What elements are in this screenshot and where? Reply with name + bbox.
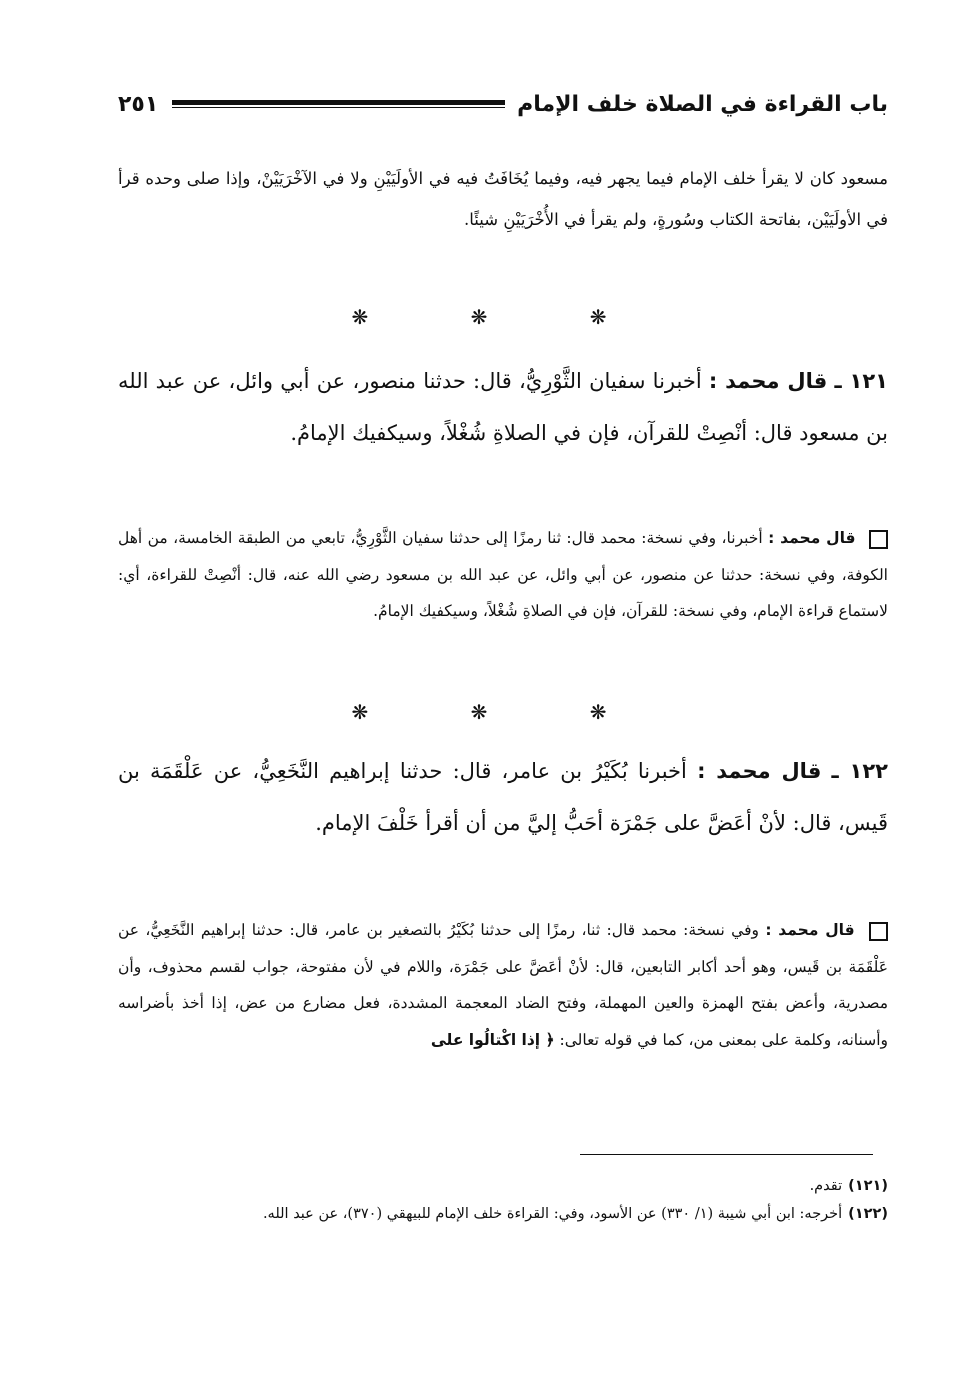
chapter-title: باب القراءة في الصلاة خلف الإمام bbox=[517, 91, 888, 117]
section-separator: ❋ ❋ ❋ bbox=[351, 305, 655, 329]
footnote-divider bbox=[580, 1154, 873, 1155]
commentary-text: وفي نسخة: محمد قال: ثنا، رمزًا إلى حدثنا بُكَيْرُ بالتصغير بن عامر، قال: حدثنا إبراهيم النَّخَعِيُّ، عن عَلْقَمَة بن قَيس، وهو أحد أكابر التابعين، قال: لأنْ أعَضَّ على جَمْرَة، واللام في لأن مفتوحة، جواب لقسم محذوف، وأن مصدرية، وأعض بفتح الهمزة والعين المهملة، وفتح الضاد المعجمة المشددة، فعل مضارع من عض، إذا أخذ بأضراسه وأسنانه، وكلمة على بمعنى من، كما في قوله تعالى: bbox=[118, 921, 888, 1049]
hadith-121 bbox=[118, 355, 888, 459]
footnote-122 bbox=[118, 1200, 888, 1228]
commentary-speaker: قال محمد : bbox=[768, 529, 856, 547]
page-number: ٢٥١ bbox=[118, 91, 159, 117]
hadith-number: ١٢١ ـ bbox=[834, 369, 888, 393]
footnote-number: (١٢٢) bbox=[848, 1206, 888, 1222]
commentary-box-icon bbox=[869, 530, 888, 549]
hadith-122 bbox=[118, 745, 888, 849]
opening-text: مسعود كان لا يقرأ خلف الإمام فيما يجهر فيه، وفيما يُخَافَتُ فيه في الأولَيَيْنِ ولا في الآخْرَيَيْنْ، وإذا صلى وحده قرأ في الأولَيَيْن، بفاتحة الكتاب وسُورةٍ، ولم يقرأ في الأُخْرَيَيْنِ شيئًا. bbox=[118, 169, 888, 229]
footnote-text: تقدم. bbox=[809, 1178, 843, 1194]
opening-paragraph bbox=[118, 158, 888, 240]
commentary-121 bbox=[118, 520, 888, 630]
hadith-number: ١٢٢ ـ bbox=[831, 759, 888, 783]
hadith-speaker: قال محمد : bbox=[708, 369, 828, 393]
commentary-122 bbox=[118, 912, 888, 1058]
hadith-speaker: قال محمد : bbox=[697, 759, 822, 783]
commentary-text: أخبرنا، وفي نسخة: محمد قال: ثنا رمزًا إلى حدثنا سفيان الثَّوْرِيُّ، تابعي من الطبقة الخامسة، من أهل الكوفة، وفي نسخة: حدثنا عن منصور، عن أبي وائل، عن عبد الله بن مسعود رضي الله عنه، قال: أنْصِتْ للقراءة، أي: لاستماع قراءة الإمام، وفي نسخة: للقرآن، فإن في الصلاةِ شُغْلاً، وسيكفيك الإمامُ. bbox=[118, 529, 888, 620]
hadith-text: أخبرنا سفيان الثَّوْرِيُّ، قال: حدثنا منصور، عن أبي وائل، عن عبد الله بن مسعود قال: أنْصِتْ للقرآن، فإن في الصلاةِ شُغْلاً، وسيكفيك الإمامُ. bbox=[118, 369, 888, 445]
running-header bbox=[118, 84, 888, 124]
quran-quote: ﴿ إذا اكْتالُوا على bbox=[430, 1030, 555, 1049]
commentary-speaker: قال محمد : bbox=[765, 921, 855, 939]
footnote-text: أخرجه: ابن أبي شيبة (١/ ٣٣٠) عن الأسود، وفي: القراءة خلف الإمام للبيهقي (٣٧٠)، عن عبد الله. bbox=[262, 1206, 843, 1222]
commentary-box-icon bbox=[869, 922, 888, 941]
hadith-text: أخبرنا بُكَيْرُ بن عامر، قال: حدثنا إبراهيم النَّخَعِيُّ، عن عَلْقَمَة بن قَيس، قال: لأنْ أعَضَّ على جَمْرَة أحَبُّ إليَّ من أن أقرأ خَلْفَ الإمام. bbox=[118, 759, 888, 835]
footnotes bbox=[118, 1172, 888, 1228]
header-rule bbox=[172, 100, 505, 108]
section-separator: ❋ ❋ ❋ bbox=[351, 700, 655, 724]
footnote-number: (١٢١) bbox=[848, 1178, 888, 1194]
footnote-121 bbox=[118, 1172, 888, 1200]
